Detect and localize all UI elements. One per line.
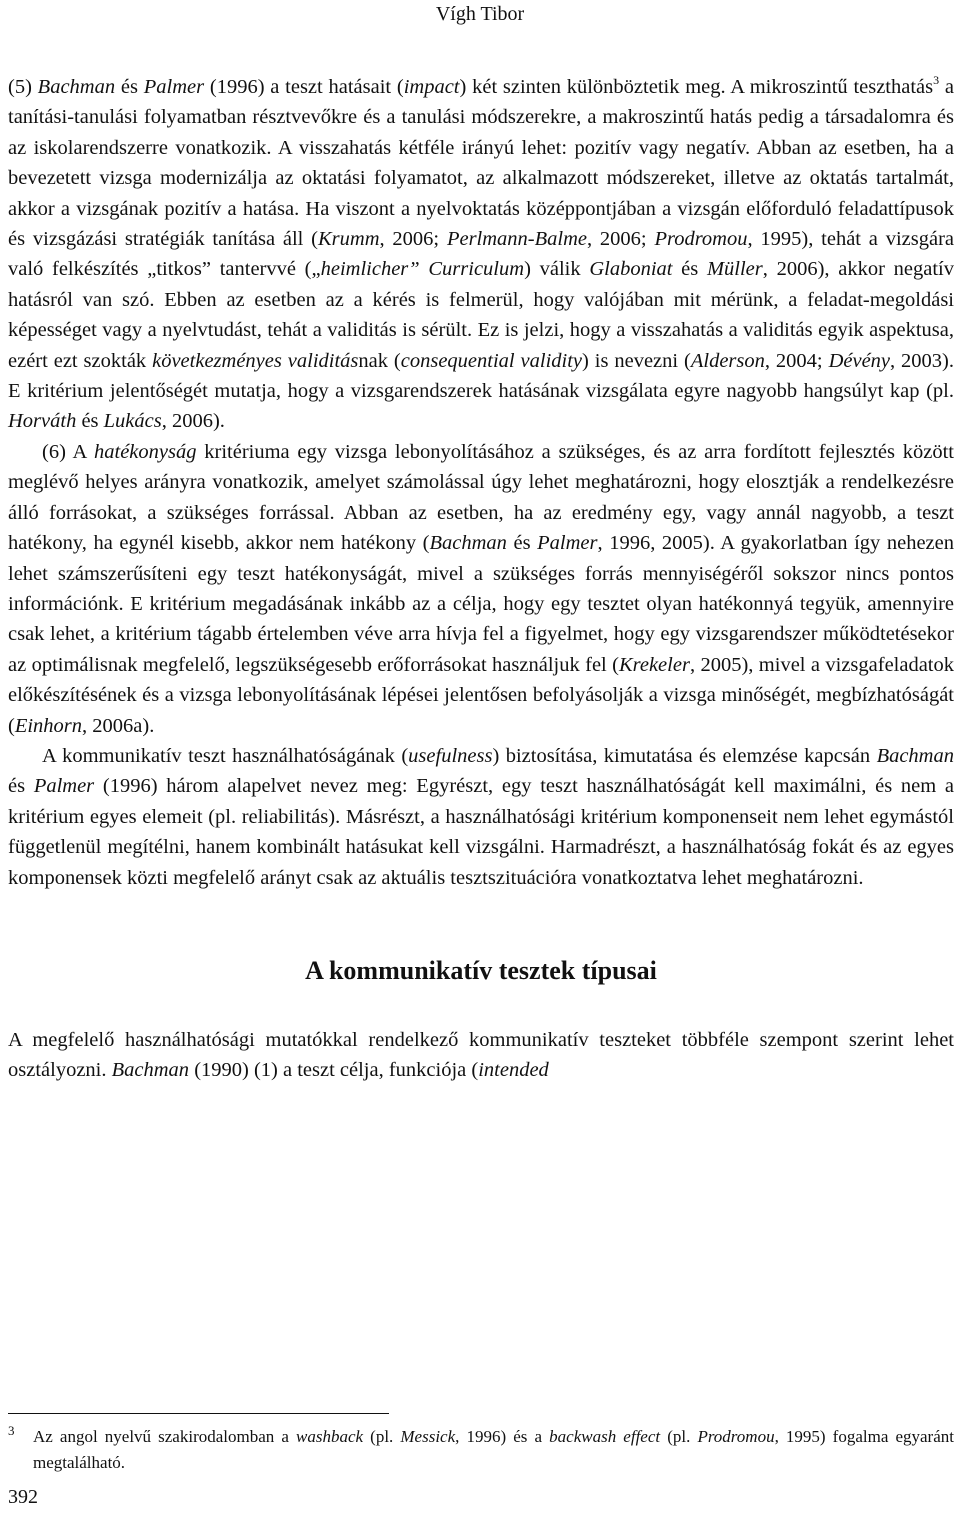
paragraph-5: (5) Bachman és Palmer (1996) a teszt hatásait (impact) két szinten különböztetik meg. A mikroszintű teszthatás$^3$ a tanítási-tanulási folyamatban résztvevőkre és a tanulási módszerekre, a makroszintű hatás pedig a társadalomra és az iskolarendszerre vonatkozik. A visszahatás kétféle irányú lehet: pozitív vagy negatív. Abban az esetben, ha a bevezetett vizsga modernizálja az oktatási folyamatot, az alkalmazott módszereket, illetve az oktatás tartalmát, akkor a vizsgának pozitív a hatása. Ha viszont a nyelvoktatás középpontjában a vizsgán előforduló feladattípusok és vizsgázási stratégiák tanítása áll (Krumm, 2006; Perlmann-Balme, 2006; Prodromou, 1995), tehát a vizsgára való felkészítés „titkos” tantervvé („heimlicher” Curriculum) válik Glaboniat és Müller, 2006), akkor negatív hatásról van szó. Ebben az esetben az a kérés is felmerül, hogy valójában mit mérünk, a feladat-megoldási képességet vagy a nyelvtudást, tehát a validitás is sérült. Ez is jelzi, hogy a visszahatás a validitás egyik aspektusa, ezért ezt szokták következményes validitásnak (consequential validity) is nevezni (Alderson, 2004; Dévény, 2003). E kritérium jelentőségét mutatja, hogy a vizsgarendszerek hatásának vizsgálata egyre nagyobb hangsúlyt kap (pl. Horváth és Lukács, 2006). — [8, 73, 955, 433]
footnote-ref[interactable]: 3 — [933, 73, 940, 87]
body-text — [8, 72, 954, 1086]
paragraph-test-types: A megfelelő használhatósági mutatókkal rendelkező kommunikatív teszteket többféle szempont szerint lehet osztályozni. Bachman (1990) (1) a teszt célja, funkciója (intended — [8, 1028, 954, 1082]
footnote-mark: 3 — [8, 1423, 15, 1438]
running-head: Vígh Tibor — [435, 3, 525, 25]
paragraph-6: (6) A hatékonyság kritériuma egy vizsga lebonyolításához a szükséges, és az arra fordított fejlesztés között meglévő helyes arányra vonatkozik, amelyet számolással úgy lehet meghatározni, hogy elosztják a rendelkezésre álló forrásokat, a szükséges forrással. Abban az esetben, ha az eredmény egy, vagy annál nagyobb, a teszt hatékony, ha egynél kisebb, akkor nem hatékony (Bachman és Palmer, 1996, 2005). A gyakorlatban így nehezen lehet számszerűsíteni egy teszt hatékonyságát, mivel a szükséges forrás mennyiségéről sokszor nincs pontos információnk. E kritérium megadásának inkább az a célja, hogy egy tesztet olyan hatékonnyá tegyük, amennyire csak lehet, a kritérium tágabb értelemben véve arra hívja fel a figyelmet, hogy egy vizsgarendszer működtetésekor az optimálisnak megfelelő, legszükségesebb erőforrásokat használjuk fel (Krekeler, 2005), mivel a vizsgafeladatok előkészítésének és a vizsga lebonyolításának lépései jelentősen befolyásolják a vizsga minőségét, megbízhatóságát (Einhorn, 2006a). — [8, 440, 955, 737]
paragraph-usefulness: A kommunikatív teszt használhatóságának (usefulness) biztosítása, kimutatása és elemzése kapcsán Bachman és Palmer (1996) három alapelvet nevez meg: Egyrészt, egy teszt használhatóságát kell maximálni, és nem a kritérium egyes elemeit (pl. reliabilitás). Másrészt, a használhatósági kritérium komponenseit nem lehet egymástól függetlenül megítélni, hanem kombinált hatásukat kell vizsgálni. Harmadrészt, a használhatóság fokát és az egyes komponensek közti megfelelő arányt csak az aktuális tesztszituációra vonatkoztatva lehet meghatározni. — [8, 744, 955, 889]
footnote — [8, 1424, 954, 1476]
footnote-text: Az angol nyelvű szakirodalomban a washback (pl. Messick, 1996) és a backwash effect (pl. Prodromou, 1995) fogalma egyaránt megtalálható. — [33, 1427, 954, 1472]
section-heading: A kommunikatív tesztek típusai — [305, 955, 657, 985]
page-number: 392 — [8, 1486, 38, 1508]
footnote-divider — [8, 1413, 389, 1414]
